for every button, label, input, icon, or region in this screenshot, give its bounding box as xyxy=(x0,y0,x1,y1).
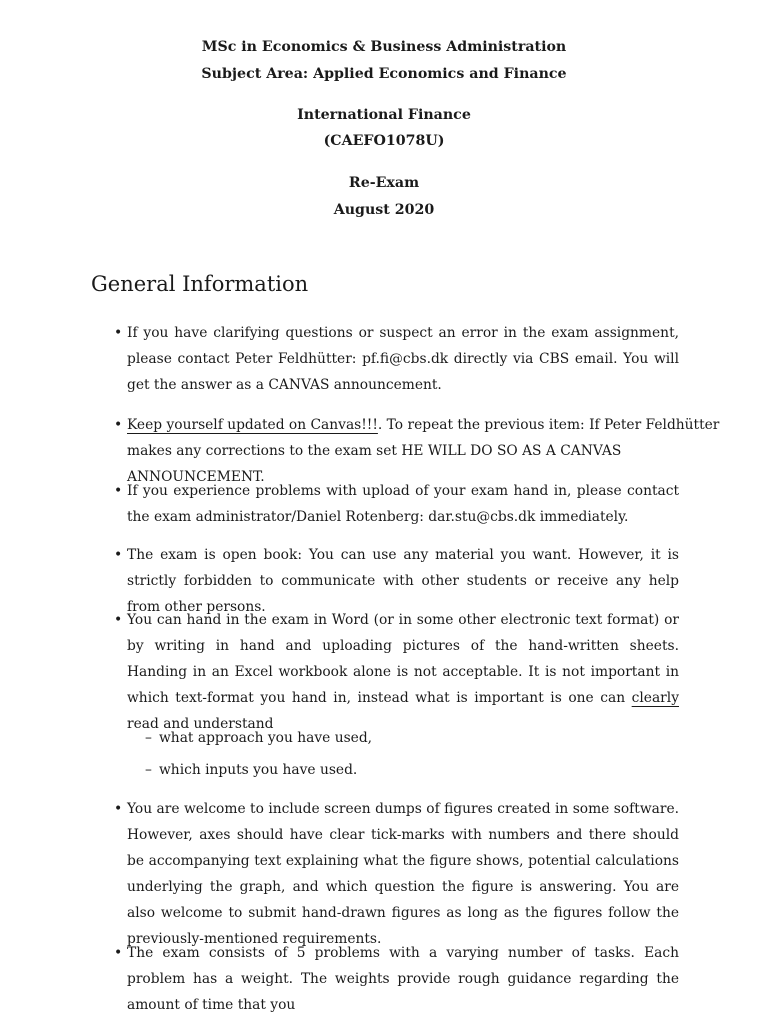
canvas-item-text: . To repeat the previous item: If Peter Feldhütter makes any corrections to the exam set HE WILL DO SO AS A CANVAS ANNOUNCEMENT. xyxy=(127,417,720,485)
sub-item-approach xyxy=(145,725,372,751)
canvas-update-link[interactable]: Keep yourself updated on Canvas!!! xyxy=(127,417,378,433)
section-heading: General Information xyxy=(91,272,309,296)
emphasis-clearly: clearly xyxy=(631,690,679,706)
dash-marker: – xyxy=(145,762,152,778)
bullet-marker: • xyxy=(114,417,123,433)
dash-marker: – xyxy=(145,730,152,746)
course-title: International Finance xyxy=(297,107,471,123)
bullet-marker: • xyxy=(114,945,123,961)
info-item-hand-in-format xyxy=(127,607,679,737)
exam-date: August 2020 xyxy=(333,202,435,218)
bullet-marker: • xyxy=(114,801,123,817)
subject-area: Subject Area: Applied Economics and Finance xyxy=(201,66,567,82)
info-item-figures: You are welcome to include screen dumps of figures created in some software. However, axes should have clear tick-marks with numbers and there should be accompanying text explaining what the figure shows, potential calculations underlying the graph, and which question the figure is answering. You are also welcome to submit hand-drawn figures as long as the figures follow the previously-mentioned requirements. xyxy=(127,801,679,947)
info-item-upload-problems: If you experience problems with upload of your exam hand in, please contact the exam administrator/Daniel Rotenberg: dar.stu@cbs.dk immediately. xyxy=(127,483,679,525)
course-code: (CAEFO1078U) xyxy=(323,133,445,149)
program-title: MSc in Economics & Business Administration xyxy=(201,39,567,55)
bullet-marker: • xyxy=(114,547,123,563)
info-item-open-book: The exam is open book: You can use any material you want. However, it is strictly forbidden to communicate with other students or receive any help from other persons. xyxy=(127,547,679,615)
bullet-marker: • xyxy=(114,325,123,341)
info-item-problems-weights: The exam consists of 5 problems with a varying number of tasks. Each problem has a weight. The weights provide rough guidance regarding the amount of time that you xyxy=(127,945,679,1013)
sub-item-text: what approach you have used, xyxy=(159,730,373,746)
sub-item-inputs xyxy=(145,757,357,783)
hand-in-text-after: read and understand xyxy=(127,716,274,732)
sub-item-text: which inputs you have used. xyxy=(159,762,358,778)
info-item-questions: If you have clarifying questions or suspect an error in the exam assignment, please contact Peter Feldhütter: pf.fi@cbs.dk directly via CBS email. You will get the answer as a CANVAS announcement. xyxy=(127,325,679,393)
bullet-marker: • xyxy=(114,483,123,499)
bullet-marker: • xyxy=(114,612,123,628)
hand-in-text-before: You can hand in the exam in Word (or in some other electronic text format) or by writing in hand and uploading pictures of the hand-written sheets. Handing in an Excel workbook alone is not acceptable. It is not important in which text-format you hand in, instead what is important is one can xyxy=(127,612,679,706)
exam-type: Re-Exam xyxy=(348,175,420,191)
